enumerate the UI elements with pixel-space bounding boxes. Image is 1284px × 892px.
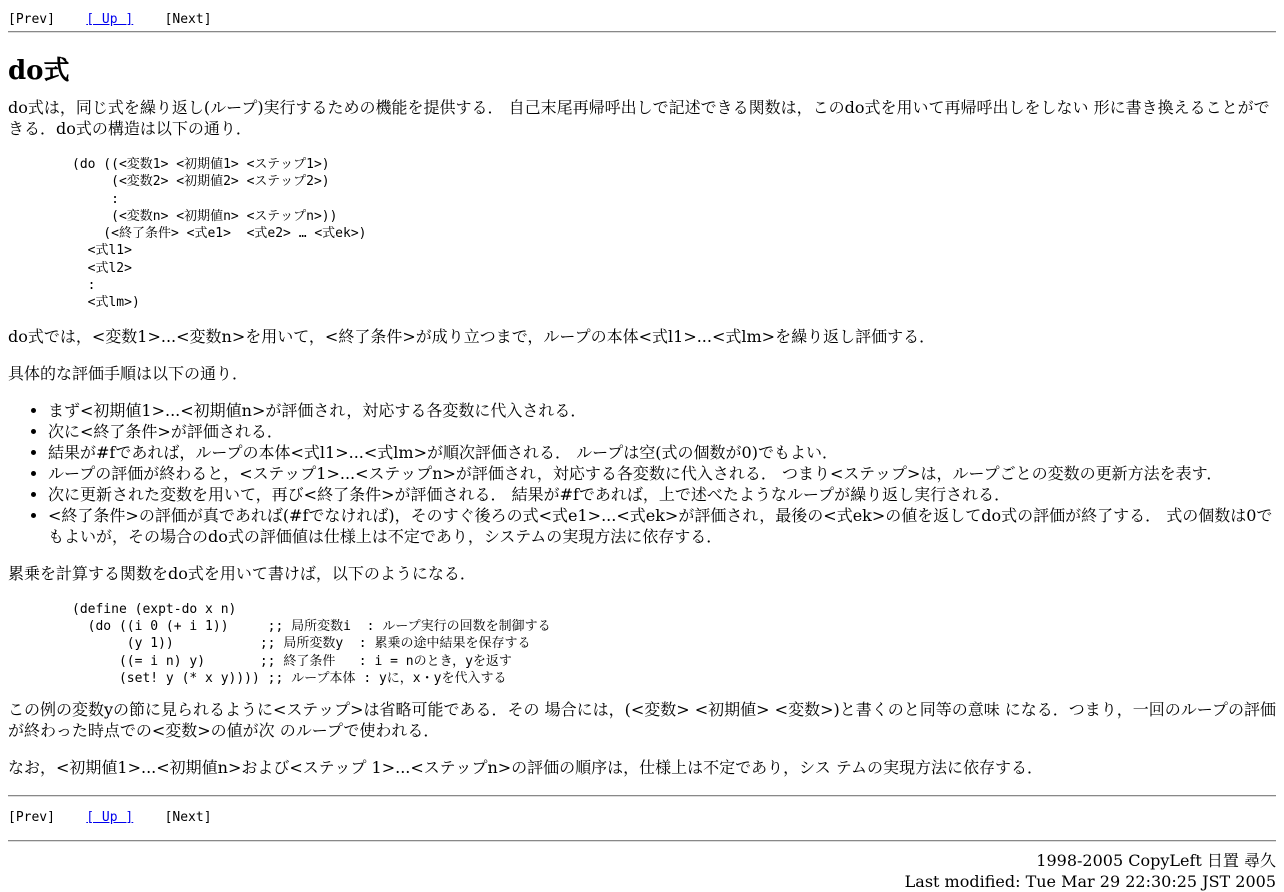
steps-list [8, 400, 1276, 547]
syntax-line: (do ((<変数1> <初期値1> <ステップ1>) [72, 157, 330, 172]
syntax-line: (<変数2> <初期値2> <ステップ2>) [72, 174, 330, 190]
syntax-line: (<終了条件> <式e1> <式e2> … <式ek>) [72, 226, 367, 242]
syntax-line: : [72, 191, 119, 207]
code-line: (define (expt-do x n) [72, 601, 237, 617]
syntax-line: (<変数n> <初期値n> <ステップn>)) [72, 208, 338, 224]
up-link[interactable]: [ Up ] [86, 12, 134, 27]
code-line: ((= i n) y) ;; 終了条件 : i = nのとき，yを返す [72, 653, 512, 669]
intro-paragraph: do式は，同じ式を繰り返し(ループ)実行するための機能を提供する． 自己末尾再帰呼出しで記述できる関数は，このdo式を用いて再帰呼出しをしない 形に書き換えることができる．do式の構造は以下の通り． [8, 98, 1270, 138]
step-item: • <終了条件>の評価が真であれば(#fでなければ)，そのすぐ後ろの式<式e1>...<式ek>が評価され，最後の<式ek>の値を返してdo式の評価が終了する． 式の個数は0でもよいが，その場合のdo式の評価値は仕様上は不定であり，システムの実現方法に依存する． [48, 505, 1276, 547]
divider [8, 840, 1276, 842]
steps-intro: 具体的な評価手順は以下の通り． [8, 363, 249, 383]
last-modified-text: Last modified: Tue Mar 29 22:30:25 JST 2005 [904, 872, 1276, 892]
step-item: • ループの評価が終わると，<ステップ1>...<ステップn>が評価され，対応する各変数に代入される． つまり<ステップ>は，ループごとの変数の更新方法を表す． [48, 463, 1276, 484]
code-line: (do ((i 0 (+ i 1)) ;; 局所変数i : ループ実行の回数を制御する [72, 618, 551, 634]
divider [8, 31, 1276, 33]
top-nav [8, 0, 1276, 31]
copyright-text: 1998-2005 CopyLeft 日置 尋久 [1036, 851, 1276, 871]
step-item: • 次に<終了条件>が評価される． [48, 421, 1276, 442]
syntax-line: <式l1> [72, 243, 132, 259]
next-link: [Next] [164, 810, 212, 826]
prev-link: [Prev] [8, 810, 55, 826]
example-intro: 累乗を計算する関数をdo式を用いて書けば，以下のようになる． [8, 563, 476, 583]
divider [8, 795, 1276, 797]
note-paragraph-2: なお，<初期値1>...<初期値n>および<ステップ 1>...<ステップn>の評価の順序は，仕様上は不定であり，シス テムの実現方法に依存する． [8, 758, 1043, 778]
syntax-block [8, 156, 1276, 312]
prev-link: [Prev] [8, 12, 55, 27]
bottom-nav [8, 809, 1276, 827]
summary-paragraph: do式では，<変数1>...<変数n>を用いて，<終了条件>が成り立つまで，ループの本体<式l1>...<式lm>を繰り返し評価する． [8, 326, 936, 346]
note-paragraph-1: この例の変数yの節に見られるように<ステップ>は省略可能である．その 場合には，(<変数> <初期値> <変数>)と書くのと同等の意味 になる．つまり，一回のループの評価が終わった時点での<変数>の値が次 のループで使われる． [8, 700, 1276, 741]
step-item: • まず<初期値1>...<初期値n>が評価され，対応する各変数に代入される． [48, 400, 1276, 421]
example-code [8, 601, 1276, 687]
syntax-line: <式l2> [72, 260, 132, 276]
next-link: [Next] [164, 12, 212, 27]
up-link[interactable]: [ Up ] [86, 810, 134, 826]
footer [8, 850, 1276, 892]
syntax-line: <式lm>) [72, 295, 140, 311]
step-item: • 次に更新された変数を用いて，再び<終了条件>が評価される． 結果が#fであれば，上で述べたようなループが繰り返し実行される． [48, 484, 1276, 505]
step-item: • 結果が#fであれば，ループの本体<式l1>...<式lm>が順次評価される． ループは空(式の個数が0)でもよい． [48, 442, 1276, 463]
code-line: (set! y (* x y)))) ;; ループ本体 : yに，x・yを代入する [72, 670, 507, 686]
page-title: do式 [8, 56, 70, 86]
syntax-line: : [72, 278, 96, 294]
code-line: (y 1)) ;; 局所変数y : 累乗の途中結果を保存する [72, 636, 531, 652]
